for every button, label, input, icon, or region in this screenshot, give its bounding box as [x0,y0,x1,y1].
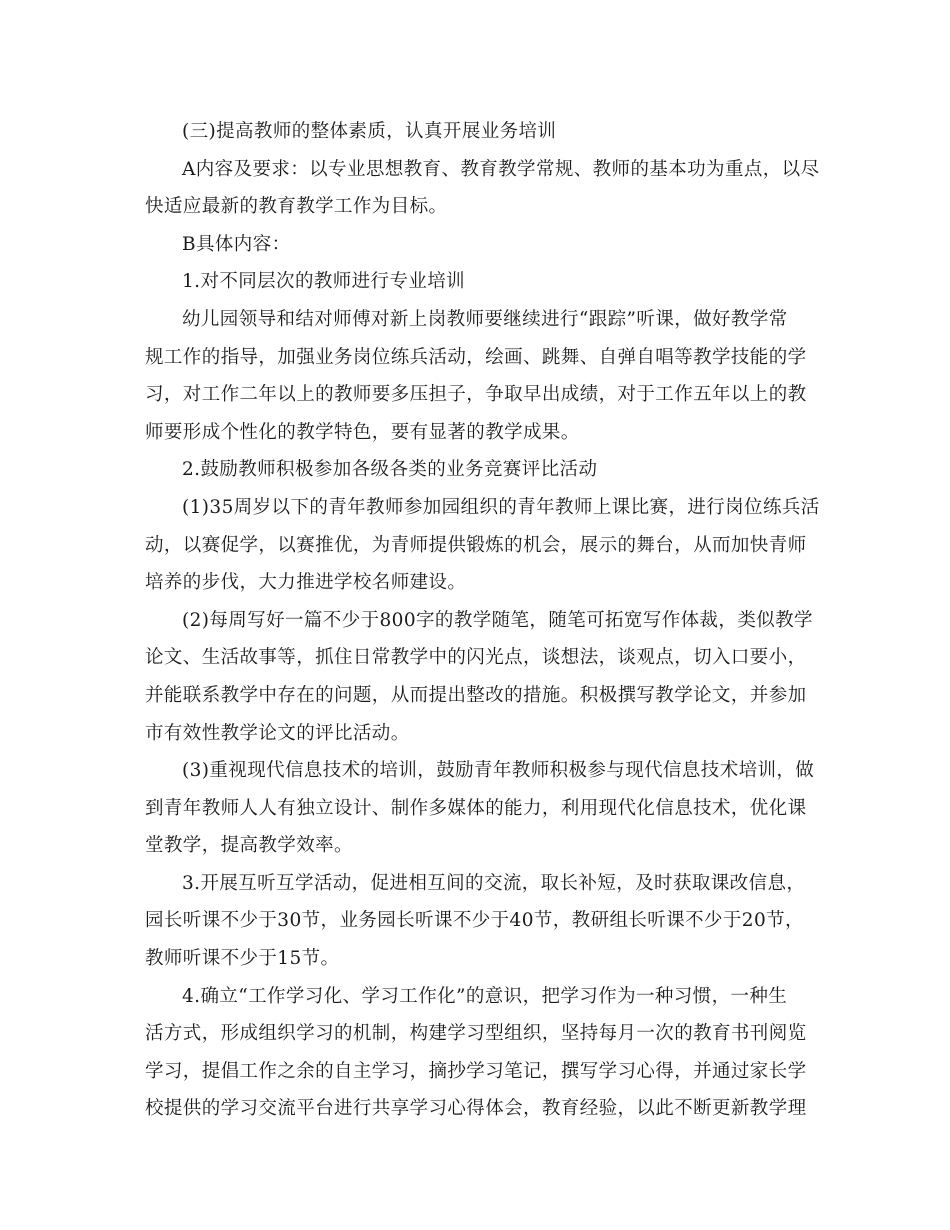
text-line: 师要形成个性化的教学特色，要有显著的教学成果。 [145,421,580,443]
text-line: 培养的步伐，大力推进学校名师建设。 [145,572,467,594]
text-line: 快适应最新的教育教学工作为目标。 [145,196,448,218]
paragraph-item-2-sub-3 [145,752,815,865]
paragraph-item-4 [145,978,815,1128]
text-line: 活方式，形成组织学习的机制，构建学习型组织，坚持每月一次的教育书刊阅览 [145,1023,807,1045]
text-line: 动，以赛促学，以赛推优，为青师提供锻炼的机会，展示的舞台，从而加快青师 [145,534,807,556]
paragraph-content-requirements [145,151,820,226]
text-line: (三)提高教师的整体素质，认真开展业务培训 [182,121,557,142]
text-line: 教师听课不少于15节。 [145,948,340,970]
text-line: 园长听课不少于30节，业务园长听课不少于40节，教研组长听课不少于20节， [145,910,804,932]
text-line: B具体内容： [182,233,291,255]
paragraph-item-1-body [145,301,815,451]
paragraph-item-2-heading [145,451,815,489]
text-line: 校提供的学习交流平台进行共享学习心得体会，教育经验，以此不断更新教学理 [145,1098,807,1120]
text-line: (3)重视现代信息技术的培训，鼓励青年教师积极参与现代信息技术培训，做 [182,760,815,782]
text-line: 并能联系教学中存在的问题，从而提出整改的措施。积极撰写教学论文，并参加 [145,684,807,706]
text-line: 到青年教师人人有独立设计、制作多媒体的能力，利用现代化信息技术，优化课 [145,797,807,819]
paragraph-specific-content-heading [145,226,815,264]
text-line: 幼儿园领导和结对师傅对新上岗教师要继续进行“跟踪”听课，做好教学常 [182,308,788,330]
text-line: 市有效性教学论文的评比活动。 [145,722,410,744]
text-line: (2)每周写好一篇不少于800字的教学随笔，随笔可拓宽写作体裁，类似教学 [182,609,813,631]
text-line: A内容及要求：以专业思想教育、教育教学常规、教师的基本功为重点，以尽 [182,158,820,180]
text-line: 4.确立“工作学习化、学习工作化”的意识，把学习作为一种习惯，一种生 [182,985,788,1007]
text-line: 论文、生活故事等，抓住日常教学中的闪光点，谈想法，谈观点，切入口要小， [145,647,807,669]
document-body [145,113,820,1128]
paragraph-item-3 [145,865,815,978]
paragraph-item-2-sub-2 [145,602,815,752]
text-line: 规工作的指导，加强业务岗位练兵活动，绘画、跳舞、自弹自唱等教学技能的学 [145,346,807,368]
text-line: 3.开展互听互学活动，促进相互间的交流，取长补短，及时获取课改信息， [182,872,806,894]
text-line: (1)35周岁以下的青年教师参加园组织的青年教师上课比赛，进行岗位练兵活 [182,496,820,518]
text-line: 2.鼓励教师积极参加各级各类的业务竞赛评比活动 [182,459,598,481]
text-line: 学习，提倡工作之余的自主学习，摘抄学习笔记，撰写学习心得，并通过家长学 [145,1060,807,1082]
paragraph-item-2-sub-1 [145,489,820,602]
text-line: 堂教学，提高教学效率。 [145,835,353,857]
paragraph-item-1-heading [145,263,815,301]
text-line: 习，对工作二年以上的教师要多压担子，争取早出成绩，对于工作五年以上的教 [145,384,807,406]
text-line: 1.对不同层次的教师进行专业培训 [182,271,466,293]
paragraph-section-3-heading [145,113,815,151]
